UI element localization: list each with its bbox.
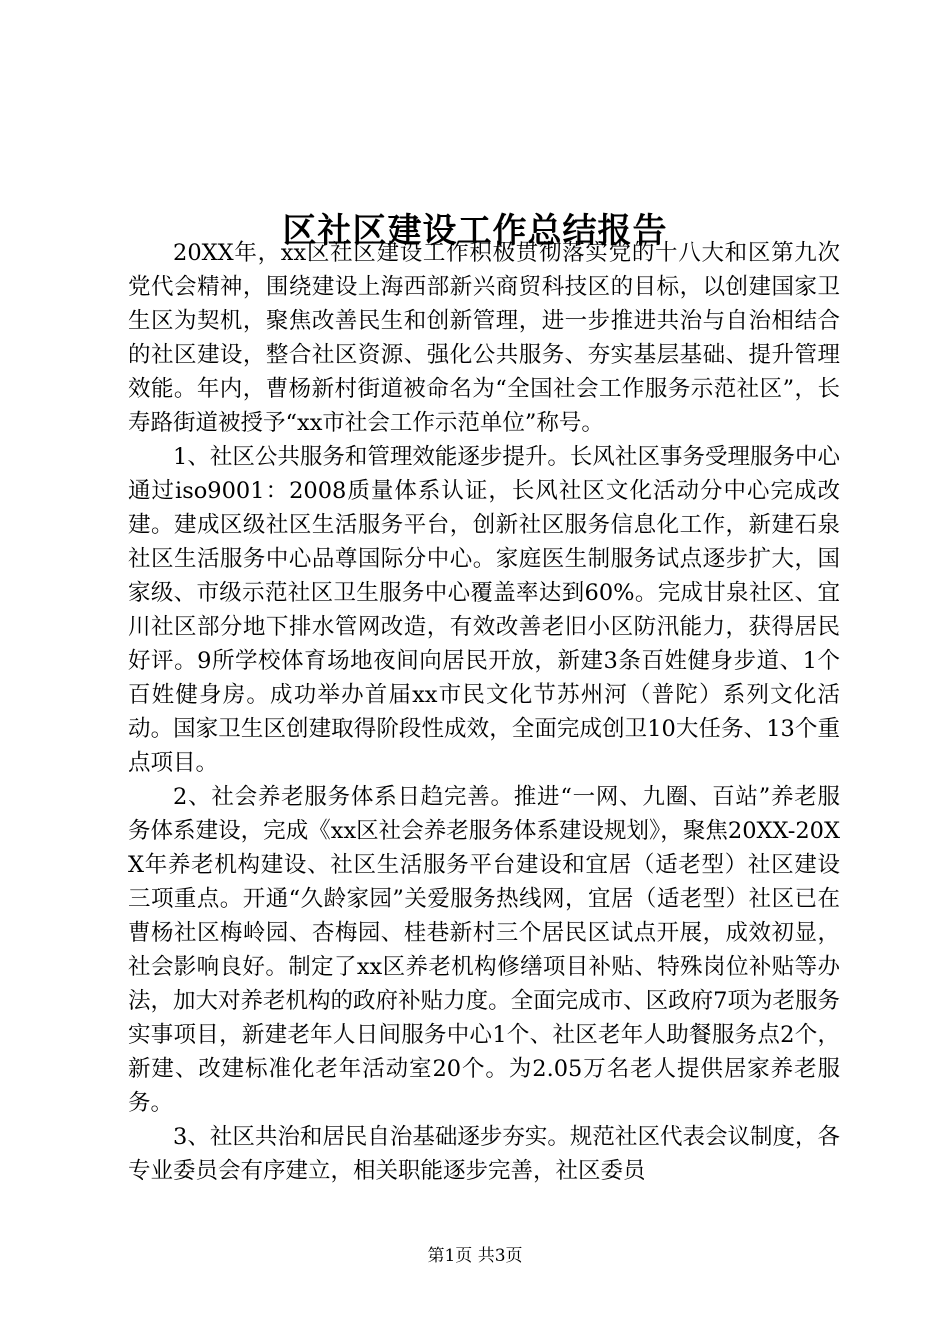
paragraph-intro: 20XX年，xx区社区建设工作积极贯彻落实党的十八大和区第九次党代会精神，围绕建设上海西部新兴商贸科技区的目标，以创建国家卫生区为契机，聚焦改善民生和创新管理，进一步推进共治与自治相结合的社区建设，整合社区资源、强化公共服务、夯实基层基础、提升管理效能。年内，曹杨新村街道被命名为“全国社会工作服务示范社区”，长寿路街道被授予“xx市社会工作示范单位”称号。 [128,240,840,436]
paragraph-section-1: 1、社区公共服务和管理效能逐步提升。长风社区事务受理服务中心通过iso9001：2008质量体系认证，长风社区文化活动分中心完成改建。建成区级社区生活服务平台，创新社区服务信息化工作，新建石泉社区生活服务中心品尊国际分中心。家庭医生制服务试点逐步扩大，国家级、市级示范社区卫生服务中心覆盖率达到60%。完成甘泉社区、宜川社区部分地下排水管网改造，有效改善老旧小区防汛能力，获得居民好评。9所学校体育场地夜间向居民开放，新建3条百姓健身步道、1个百姓健身房。成功举办首届xx市民文化节苏州河（普陀）系列文化活动。国家卫生区创建取得阶段性成效，全面完成创卫10大任务、13个重点项目。 [128,444,840,776]
page-footer: 第1页 共3页 [427,1246,523,1266]
document-body [128,236,840,1188]
paragraph-section-3: 3、社区共治和居民自治基础逐步夯实。规范社区代表会议制度，各专业委员会有序建立，相关职能逐步完善，社区委员 [128,1124,840,1184]
document-title: 区社区建设工作总结报告 [282,210,668,251]
paragraph-section-2: 2、社会养老服务体系日趋完善。推进“一网、九圈、百站”养老服务体系建设，完成《xx区社会养老服务体系建设规划》，聚焦20XX-20XX年养老机构建设、社区生活服务平台建设和宜居（适老型）社区建设三项重点。开通“久龄家园”关爱服务热线网，宜居（适老型）社区已在曹杨社区梅岭园、杏梅园、桂巷新村三个居民区试点开展，成效初显，社会影响良好。制定了xx区养老机构修缮项目补贴、特殊岗位补贴等办法，加大对养老机构的政府补贴力度。全面完成市、区政府7项为老服务实事项目，新建老年人日间服务中心1个、社区老年人助餐服务点2个，新建、改建标准化老年活动室20个。为2.05万名老人提供居家养老服务。 [128,784,840,1116]
